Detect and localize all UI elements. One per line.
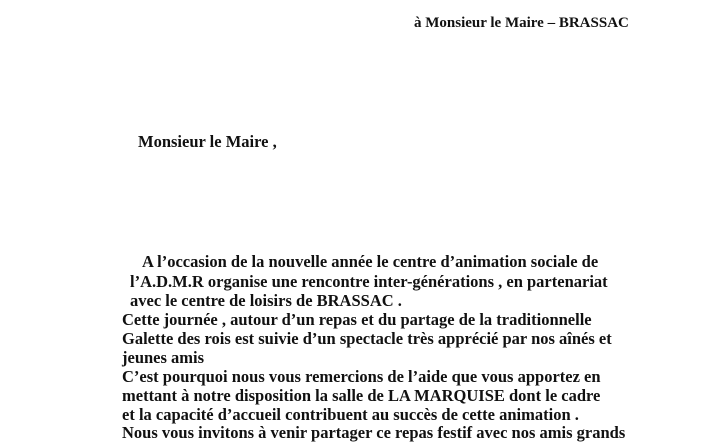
body-line: C’est pourquoi nous vous remercions de l’aide que vous apportez en <box>122 367 601 386</box>
body-line: l’A.D.M.R organise une rencontre inter-générations , en partenariat <box>130 272 608 291</box>
body-line: avec le centre de loisirs de BRASSAC . <box>130 291 402 310</box>
body-line: jeunes amis <box>122 348 205 367</box>
body-line: et la capacité d’accueil contribuent au succès de cette animation . <box>122 405 579 424</box>
recipient-line: à Monsieur le Maire – BRASSAC <box>414 15 629 31</box>
body-line: mettant à notre disposition la salle de LA MARQUISE dont le cadre <box>122 386 601 405</box>
salutation: Monsieur le Maire , <box>138 132 277 151</box>
body-line: Nous vous invitons à venir partager ce repas festif avec nos amis grands <box>122 423 626 442</box>
body-line: Galette des rois est suivie d’un spectacle très apprécié par nos aînés et <box>122 329 612 348</box>
body-line: A l’occasion de la nouvelle année le centre d’animation sociale de <box>142 252 599 271</box>
body-line: Cette journée , autour d’un repas et du partage de la traditionnelle <box>122 310 592 329</box>
